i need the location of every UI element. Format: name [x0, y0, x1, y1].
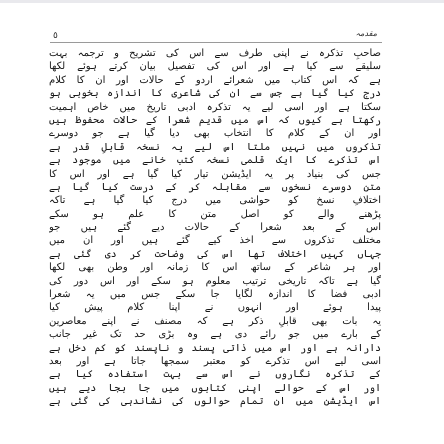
text-line: دارانہ ہے اور اس میں ذاتی پسند و ناپسند کو کم دخل ہے [49, 342, 381, 354]
text-line: صاحبِ تذکرہ نے اپنی طرف سے اس کی تشریح و ترجمہ بہت [49, 48, 381, 59]
running-header: مقدمہ [355, 29, 377, 38]
text-line: پڑھنے والے کو اصل متن کا علم ہو سکے [49, 208, 381, 220]
header-rule [50, 42, 382, 43]
text-line: ہے کہ اس کتاب میں شعرائے اردو کے حالات اور ان کا کلام [49, 74, 381, 86]
text-line: تذکروں میں نہیں ملتا اس لیے یہ نسخہ قابلِ قدر ہے [49, 141, 381, 153]
page-number: ٥ [53, 31, 58, 41]
text-line: ادبی فضا کا اندازہ لگایا جا سکے جس میں یہ شعرا [49, 289, 381, 301]
body-text [49, 47, 381, 409]
text-line: اسی لیے اس تذکرے کو معتبر سمجھا جاتا ہے اور بعد [49, 355, 381, 367]
text-line: یہ بات بھی قابلِ ذکر ہے کہ مصنف نے اپنے معاصرین [49, 315, 381, 327]
text-line: مختلف تذکروں سے اخذ کیے گئے ہیں اور ان میں [49, 235, 381, 247]
text-line: اور ہر شاعر کے ساتھ اس کا زمانہ اور وطن بھی لکھا [49, 262, 381, 274]
text-line: اور ان کے کلام کا انتخاب بھی دیا گیا ہے جو دوسرے [49, 128, 381, 140]
text-line: اختلافِ نسخ کو حواشی میں درج کیا گیا ہے تاکہ [49, 195, 381, 207]
text-line: اور اس کے حوالے اپنی کتابوں میں جا بجا دیے ہیں [49, 382, 381, 394]
text-line: اس ایڈیشن میں ان تمام حوالوں کی نشاندہی کی گئی ہے [49, 396, 381, 408]
text-line: اس کے بعد شعرا کے حالات دیے گئے ہیں جو [49, 222, 381, 234]
text-line: پیدا ہوئے اور انہوں نے اپنا کلام پیش کیا [49, 302, 381, 314]
text-line: کے بارے میں جو رائے دی ہے وہ بڑی حد تک غیر جانب [49, 329, 381, 341]
text-line: گیا ہے تاکہ تاریخی ترتیب معلوم ہو سکے اور اس دور کی [49, 275, 381, 287]
text-line: متن دوسرے نسخوں سے مقابلہ کر کے درست کیا گیا ہے [49, 181, 381, 193]
text-line: جس کی بنیاد پر یہ ایڈیشن تیار کیا گیا ہے اور اس کا [49, 168, 381, 180]
text-line: رکھتا ہے کیوں کہ اس میں قدیم شعرا کے حالات محفوظ ہیں [49, 114, 381, 126]
text-line: سلیقے سے کیا ہے اور اس کی تفصیل بیان کرتے ہوئے لکھا [49, 61, 381, 73]
text-line: سکتا ہے اور اسی لیے یہ تذکرہ ادبی تاریخ میں خاص اہمیت [49, 101, 381, 113]
text-line: اس تذکرے کا ایک قلمی نسخہ کتب خانے میں موجود ہے [49, 155, 381, 167]
text-line: جہاں کہیں اختلاف تھا اس کی وضاحت کر دی گئی ہے [49, 248, 381, 260]
text-line: درج کیا گیا ہے جس سے ان کی شاعری کا اندازہ بخوبی ہو [49, 88, 381, 100]
text-line: کے تذکرہ نگاروں نے اس سے بہت استفادہ کیا ہے [49, 369, 381, 381]
